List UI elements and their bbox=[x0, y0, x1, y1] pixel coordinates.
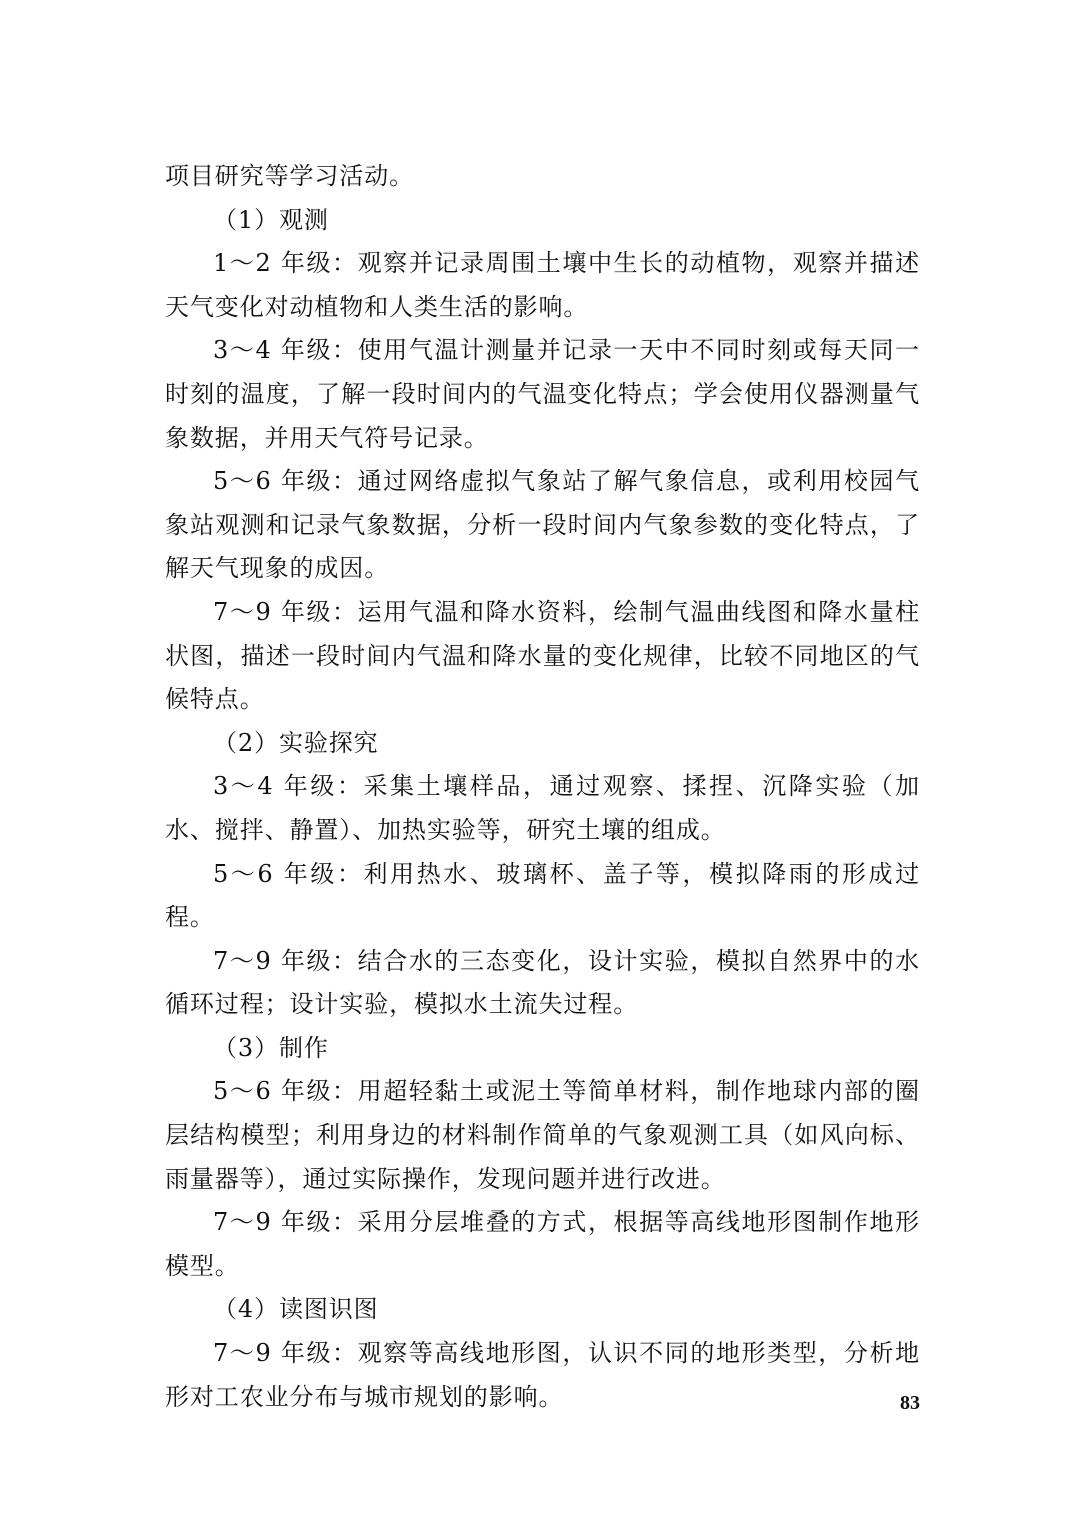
paragraph-grade-7-9: 7～9 年级：运用气温和降水资料，绘制气温曲线图和降水量柱状图，描述一段时间内气温和降水量的变化规律，比较不同地区的气候特点。 bbox=[165, 597, 920, 714]
paragraph-grade-5-6: 5～6 年级：用超轻黏土或泥土等简单材料，制作地球内部的圈层结构模型；利用身边的材料制作简单的气象观测工具（如风向标、雨量器等），通过实际操作，发现问题并进行改进。 bbox=[165, 1077, 920, 1193]
body-text bbox=[165, 155, 920, 1419]
section-heading-making: （3）制作 bbox=[213, 1033, 329, 1062]
paragraph-grade-7-9: 7～9 年级：结合水的三态变化，设计实验，模拟自然界中的水循环过程；设计实验，模拟水土流失过程。 bbox=[165, 946, 920, 1019]
paragraph-grade-5-6: 5～6 年级：通过网络虚拟气象站了解气象信息，或利用校园气象站观测和记录气象数据，分析一段时间内气象参数的变化特点，了解天气现象的成因。 bbox=[165, 467, 920, 583]
section-heading-experiment: （2）实验探究 bbox=[213, 728, 379, 757]
section-heading-map-reading: （4）读图识图 bbox=[213, 1295, 379, 1324]
page-number: 83 bbox=[900, 1392, 920, 1414]
paragraph-grade-7-9: 7～9 年级：观察等高线地形图，认识不同的地形类型，分析地形对工农业分布与城市规划的影响。 bbox=[165, 1339, 920, 1411]
paragraph-grade-1-2: 1～2 年级：观察并记录周围土壤中生长的动植物，观察并描述天气变化对动植物和人类生活的影响。 bbox=[165, 249, 920, 321]
paragraph-grade-3-4: 3～4 年级：采集土壤样品，通过观察、揉捏、沉降实验（加水、搅拌、静置）、加热实验等，研究土壤的组成。 bbox=[165, 772, 920, 844]
section-heading-observation: （1）观测 bbox=[213, 205, 329, 234]
paragraph-grade-3-4: 3～4 年级：使用气温计测量并记录一天中不同时刻或每天同一时刻的温度，了解一段时间内的气温变化特点；学会使用仪器测量气象数据，并用天气符号记录。 bbox=[165, 336, 920, 452]
paragraph-continuation: 项目研究等学习活动。 bbox=[165, 162, 414, 190]
paragraph-grade-7-9: 7～9 年级：采用分层堆叠的方式，根据等高线地形图制作地形模型。 bbox=[165, 1208, 920, 1280]
paragraph-grade-5-6: 5～6 年级：利用热水、玻璃杯、盖子等，模拟降雨的形成过程。 bbox=[165, 859, 920, 932]
